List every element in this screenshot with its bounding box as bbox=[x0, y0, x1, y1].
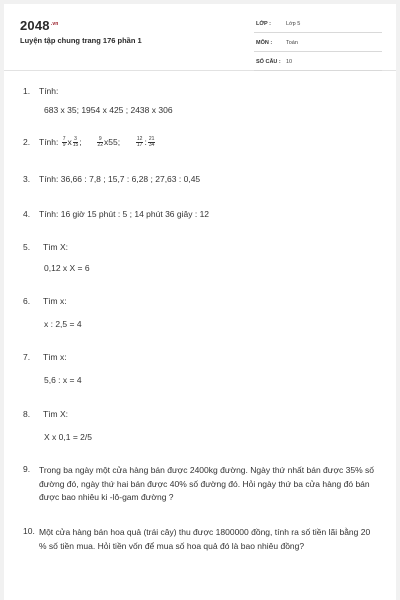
question-expression: x : 2,5 = 4 bbox=[44, 319, 82, 329]
question-expression bbox=[39, 137, 156, 148]
question-text: Tính: 36,66 : 7,8 ; 15,7 : 6,28 ; 27,63 : 0,45 bbox=[39, 174, 201, 184]
question-text: Trong ba ngày một cửa hàng bán được 2400kg đường. Ngày thứ nhất bán được 35% số đường đó, ngày thứ hai bán được 40% số đường đó. Hỏi ngày thứ ba cửa hàng đó bán được bao nhiêu ki -lô-gam đường ? bbox=[39, 465, 375, 502]
question-text: Tính: bbox=[39, 137, 59, 147]
question-text: Tìm x: bbox=[43, 296, 67, 306]
meta-label: MÔN : bbox=[256, 40, 273, 46]
operand: 55 bbox=[108, 137, 118, 147]
logo-text: 2048 bbox=[20, 18, 50, 33]
question-text: Một cửa hàng bán hoa quả (trái cây) thu được 1800000 đồng, tính ra số tiền lãi bằng 20 % số tiền mua. Hỏi tiền vốn để mua số hoa quả đó là bao nhiêu đồng? bbox=[39, 527, 371, 551]
question-text: Tìm x: bbox=[43, 352, 67, 362]
worksheet-page bbox=[4, 4, 396, 600]
question-text: Tìm X: bbox=[43, 409, 69, 419]
worksheet-header bbox=[4, 4, 396, 71]
site-logo[interactable] bbox=[20, 18, 59, 33]
question-number: 1. bbox=[23, 86, 31, 96]
meta-label: LỚP : bbox=[256, 21, 271, 27]
question-number: 10. bbox=[23, 526, 35, 536]
question-expression: 5,6 : x = 4 bbox=[44, 375, 82, 385]
question-expression: 683 x 35; 1954 x 425 ; 2438 x 306 bbox=[44, 105, 173, 115]
meta-value: 10 bbox=[286, 59, 293, 65]
question-text: Tính: 16 giờ 15 phút : 5 ; 14 phút 36 giây : 12 bbox=[39, 209, 210, 219]
fraction: $\frac{21}{34}$ bbox=[148, 136, 155, 149]
question-number: 7. bbox=[23, 352, 31, 362]
question-number: 9. bbox=[23, 464, 31, 474]
operator: : bbox=[144, 137, 147, 147]
fraction: $\frac{9}{22}$ bbox=[97, 136, 104, 149]
question-number: 3. bbox=[23, 174, 31, 184]
meta-row-count bbox=[254, 55, 382, 71]
operator: x bbox=[67, 137, 72, 147]
meta-value: Lớp 5 bbox=[286, 21, 301, 27]
question-text: Tìm X: bbox=[43, 242, 69, 252]
fraction: $\frac{7}{9}$ bbox=[62, 136, 66, 149]
question-number: 8. bbox=[23, 409, 31, 419]
operator: x bbox=[104, 137, 109, 147]
worksheet-title: Luyện tập chung trang 176 phần 1 bbox=[20, 36, 142, 45]
meta-info bbox=[254, 17, 382, 74]
fraction: $\frac{12}{17}$ bbox=[136, 136, 143, 149]
question-number: 2. bbox=[23, 137, 31, 147]
question-text: Tính: bbox=[39, 86, 59, 96]
meta-row-class bbox=[254, 17, 382, 33]
question-number: 5. bbox=[23, 242, 31, 252]
question-number: 6. bbox=[23, 296, 31, 306]
meta-row-subject bbox=[254, 36, 382, 52]
separator: ; bbox=[117, 137, 121, 147]
logo-suffix: .vn bbox=[50, 20, 59, 27]
meta-value: Toán bbox=[286, 40, 298, 46]
question-expression: 0,12 x X = 6 bbox=[44, 263, 90, 273]
question-expression: X x 0,1 = 2/5 bbox=[44, 432, 92, 442]
question-number: 4. bbox=[23, 209, 31, 219]
separator: ; bbox=[79, 137, 82, 147]
meta-label: SỐ CÂU : bbox=[256, 59, 281, 65]
fraction: $\frac{3}{15}$ bbox=[72, 136, 79, 149]
